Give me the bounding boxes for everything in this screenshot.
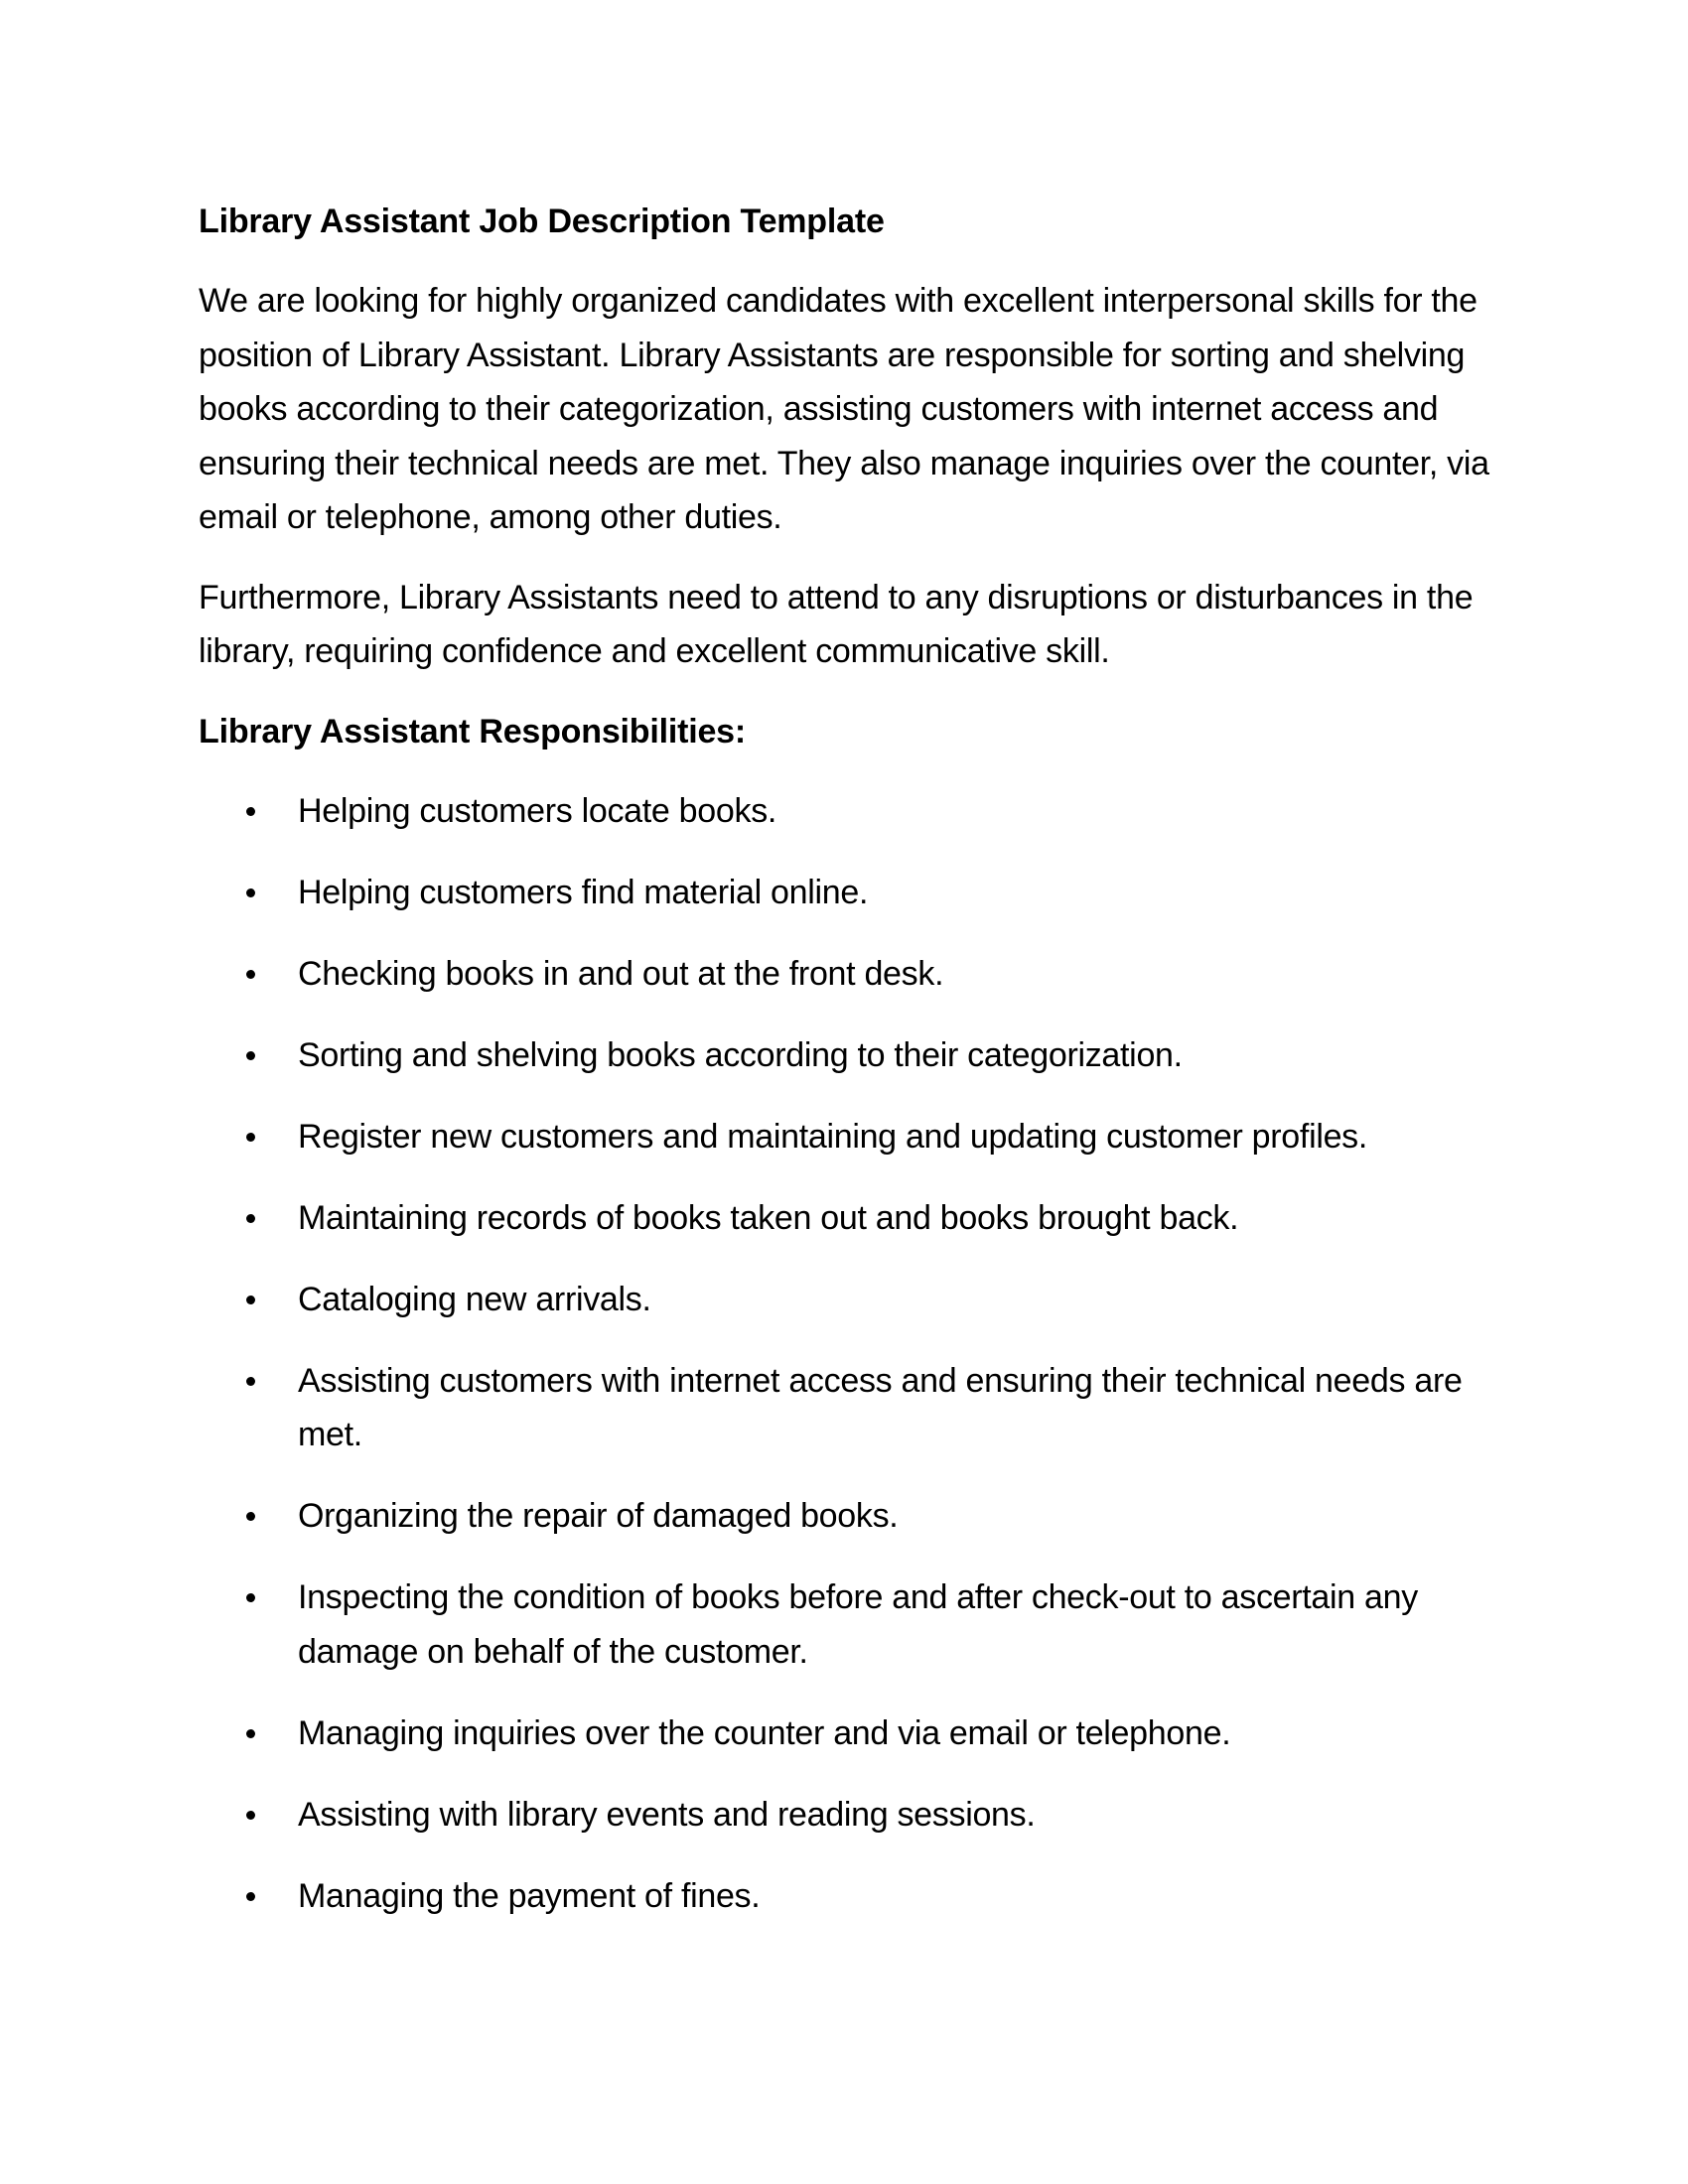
bullet-icon — [246, 1296, 255, 1304]
list-item-text: Helping customers find material online. — [298, 873, 869, 911]
responsibilities-heading: Library Assistant Responsibilities: — [199, 712, 746, 751]
intro-paragraph: We are looking for highly organized candidates with excellent interpersonal skills for the position of Library Assistant. Library Assistants are responsible for sorting and shelving books according to their categorization, assisting customers with internet access and ensuring their technical needs are met. They also manage inquiries over the counter, via email or telephone, among other duties. — [199, 282, 1489, 536]
bullet-icon — [246, 807, 255, 816]
list-item — [199, 1354, 1489, 1462]
list-item — [199, 1706, 1489, 1761]
list-item-text: Cataloging new arrivals. — [298, 1280, 651, 1318]
list-item — [199, 1273, 1489, 1327]
list-item-text: Checking books in and out at the front desk. — [298, 954, 944, 993]
list-item-text: Assisting with library events and reading sessions. — [298, 1795, 1036, 1834]
bullet-icon — [246, 1377, 255, 1386]
list-item-text: Managing the payment of fines. — [298, 1876, 761, 1915]
bullet-icon — [246, 888, 255, 897]
bullet-icon — [246, 1892, 255, 1901]
bullet-icon — [246, 1214, 255, 1223]
list-item-text: Assisting customers with internet access and ensuring their technical needs are met. — [298, 1361, 1463, 1453]
bullet-icon — [246, 1811, 255, 1820]
list-item-text: Managing inquiries over the counter and via email or telephone. — [298, 1713, 1231, 1752]
disruptions-paragraph: Furthermore, Library Assistants need to attend to any disruptions or disturbances in the library, requiring confidence and excellent communicative skill. — [199, 578, 1474, 670]
bullet-icon — [246, 1729, 255, 1738]
bullet-icon — [246, 1512, 255, 1521]
list-item — [199, 1489, 1489, 1544]
list-item-text: Helping customers locate books. — [298, 791, 777, 830]
document-page — [199, 195, 1489, 1951]
list-item — [199, 784, 1489, 839]
responsibilities-list — [199, 784, 1489, 1924]
bullet-icon — [246, 1593, 255, 1602]
list-item — [199, 1788, 1489, 1843]
list-item — [199, 1110, 1489, 1164]
list-item-text: Register new customers and maintaining and updating customer profiles. — [298, 1117, 1368, 1156]
document-title: Library Assistant Job Description Template — [199, 203, 885, 240]
bullet-icon — [246, 1051, 255, 1060]
bullet-icon — [246, 970, 255, 979]
list-item — [199, 947, 1489, 1002]
list-item-text: Inspecting the condition of books before and after check-out to ascertain any damage on behalf of the customer. — [298, 1578, 1418, 1671]
list-item — [199, 1191, 1489, 1246]
list-item-text: Sorting and shelving books according to their categorization. — [298, 1035, 1183, 1074]
list-item — [199, 1028, 1489, 1083]
bullet-icon — [246, 1133, 255, 1142]
list-item-text: Maintaining records of books taken out and books brought back. — [298, 1198, 1239, 1237]
list-item — [199, 1570, 1489, 1679]
list-item — [199, 866, 1489, 920]
list-item — [199, 1869, 1489, 1924]
list-item-text: Organizing the repair of damaged books. — [298, 1497, 899, 1535]
